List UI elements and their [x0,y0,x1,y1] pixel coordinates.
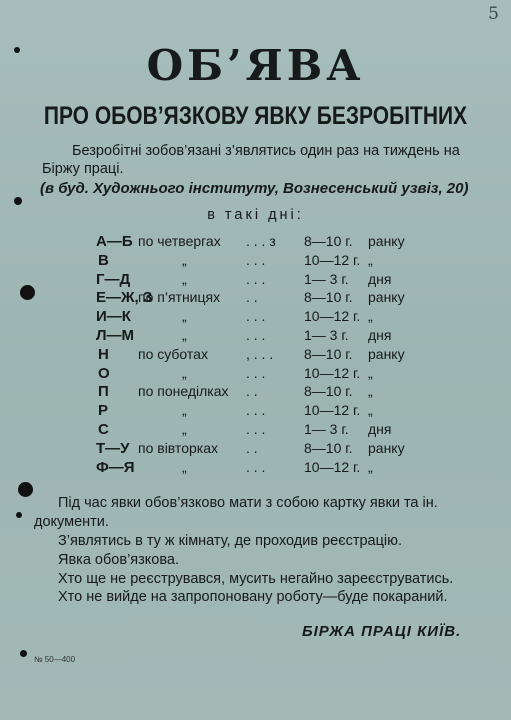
schedule-period: „ [368,364,373,381]
note-line: З’являтись в ту ж кімнату, де проходив реєстрацію. [58,533,403,549]
schedule-letters: Р [98,402,109,420]
schedule-period: дня [368,270,392,287]
schedule-letters: О [98,364,110,382]
schedule-dots: . . . [246,364,266,381]
note-line: Хто не вийде на запропоновану роботу—буде покараний. [58,589,448,605]
schedule-time: 8—10 г. [304,289,353,306]
schedule-day: по четвергах [138,233,221,249]
note-line: Під час явки обов’язково мати з собою картку явки та ін. [58,495,438,511]
schedule-day: по суботах [138,345,208,362]
schedule-time: 1— 3 г. [304,327,349,343]
note-line: Явка обов’язкова. [58,552,179,568]
schedule-dots: . . . [246,458,266,475]
schedule-day: „ [182,458,187,475]
note-line: документи. [34,514,109,530]
schedule-day: „ [182,308,187,325]
print-mark: № 50—400 [34,655,76,664]
schedule-time: 8—10 г. [304,383,353,400]
binder-hole [16,512,22,518]
page-number: 5 [488,4,499,24]
schedule-period: „ [368,308,373,325]
schedule-period: ранку [368,439,405,456]
schedule-day: „ [182,270,187,287]
schedule-dots: . . . [246,327,266,343]
binder-hole [20,650,27,657]
schedule-dots: . . . [246,270,266,287]
schedule-letters: П [98,383,109,401]
binder-hole [14,197,22,205]
schedule-day: по п’ятницях [138,289,221,306]
schedule-letters: А—Б [96,233,133,250]
schedule-letters: С [98,421,109,438]
schedule-period: „ [368,458,373,475]
schedule-time: 10—12 г. [304,458,361,475]
schedule-day: по вівторках [138,439,218,456]
schedule-time: 10—12 г. [304,402,361,419]
schedule-time: 10—12 г. [304,251,361,268]
schedule-dots: . . [246,383,258,400]
notice-title: ОБ’ЯВА [146,41,365,90]
schedule-letters: Г—Д [96,270,131,288]
schedule-dots: . . . [246,402,266,419]
schedule-time: 8—10 г. [304,233,353,249]
schedule-dots: . . . з [246,233,276,249]
schedule-period: ранку [368,289,405,306]
schedule-dots: . . . [246,421,266,437]
schedule-letters: Н [98,345,109,363]
schedule-letters: Е—Ж, З [96,289,153,307]
notice-subtitle: ПРО ОБОВ’ЯЗКОВУ ЯВКУ БЕЗРОБІТНИХ [43,102,468,130]
signature: БІРЖА ПРАЦІ КИЇВ. [302,623,462,640]
schedule-day: „ [182,402,187,419]
schedule-period: ранку [368,345,405,362]
schedule-time: 1— 3 г. [304,421,349,437]
schedule-letters: В [98,251,109,269]
schedule-letters: Л—М [96,327,135,344]
schedule-period: „ [368,251,373,268]
days-header: в такі дні: [207,207,304,223]
binder-hole [18,482,33,497]
schedule-period: дня [368,327,392,343]
schedule-letters: Т—У [96,439,130,457]
schedule-dots: . . [246,289,258,306]
schedule-day: „ [182,364,187,381]
schedule-time: 1— 3 г. [304,270,349,287]
schedule-period: ранку [368,233,405,249]
schedule-period: „ [368,402,373,419]
address-line: (в буд. Художнього інституту, Вознесенський узвіз, 20) [40,180,469,197]
schedule-day: „ [182,251,187,268]
intro-line: Безробітні зобов’язані з’являтись один раз на тиждень на [72,143,460,159]
schedule-day: „ [182,327,187,343]
schedule-period: дня [368,421,392,437]
schedule-letters: И—К [96,308,131,326]
schedule-dots: . . . [246,308,266,325]
schedule-time: 8—10 г. [304,345,353,362]
schedule-time: 10—12 г. [304,308,361,325]
schedule-day: „ [182,421,187,437]
note-line: Хто ще не реєструвався, мусить негайно зареєструватись. [58,571,454,587]
schedule-day: по понеділках [138,383,229,400]
schedule-period: „ [368,383,373,400]
schedule-dots: . . . [246,251,266,268]
intro-line: Біржу праці. [42,161,124,177]
schedule-time: 8—10 г. [304,439,353,456]
schedule-time: 10—12 г. [304,364,361,381]
schedule-dots: , . . . [246,345,274,362]
schedule-row [0,457,511,479]
schedule-letters: Ф—Я [96,458,135,476]
schedule-dots: . . [246,439,258,456]
